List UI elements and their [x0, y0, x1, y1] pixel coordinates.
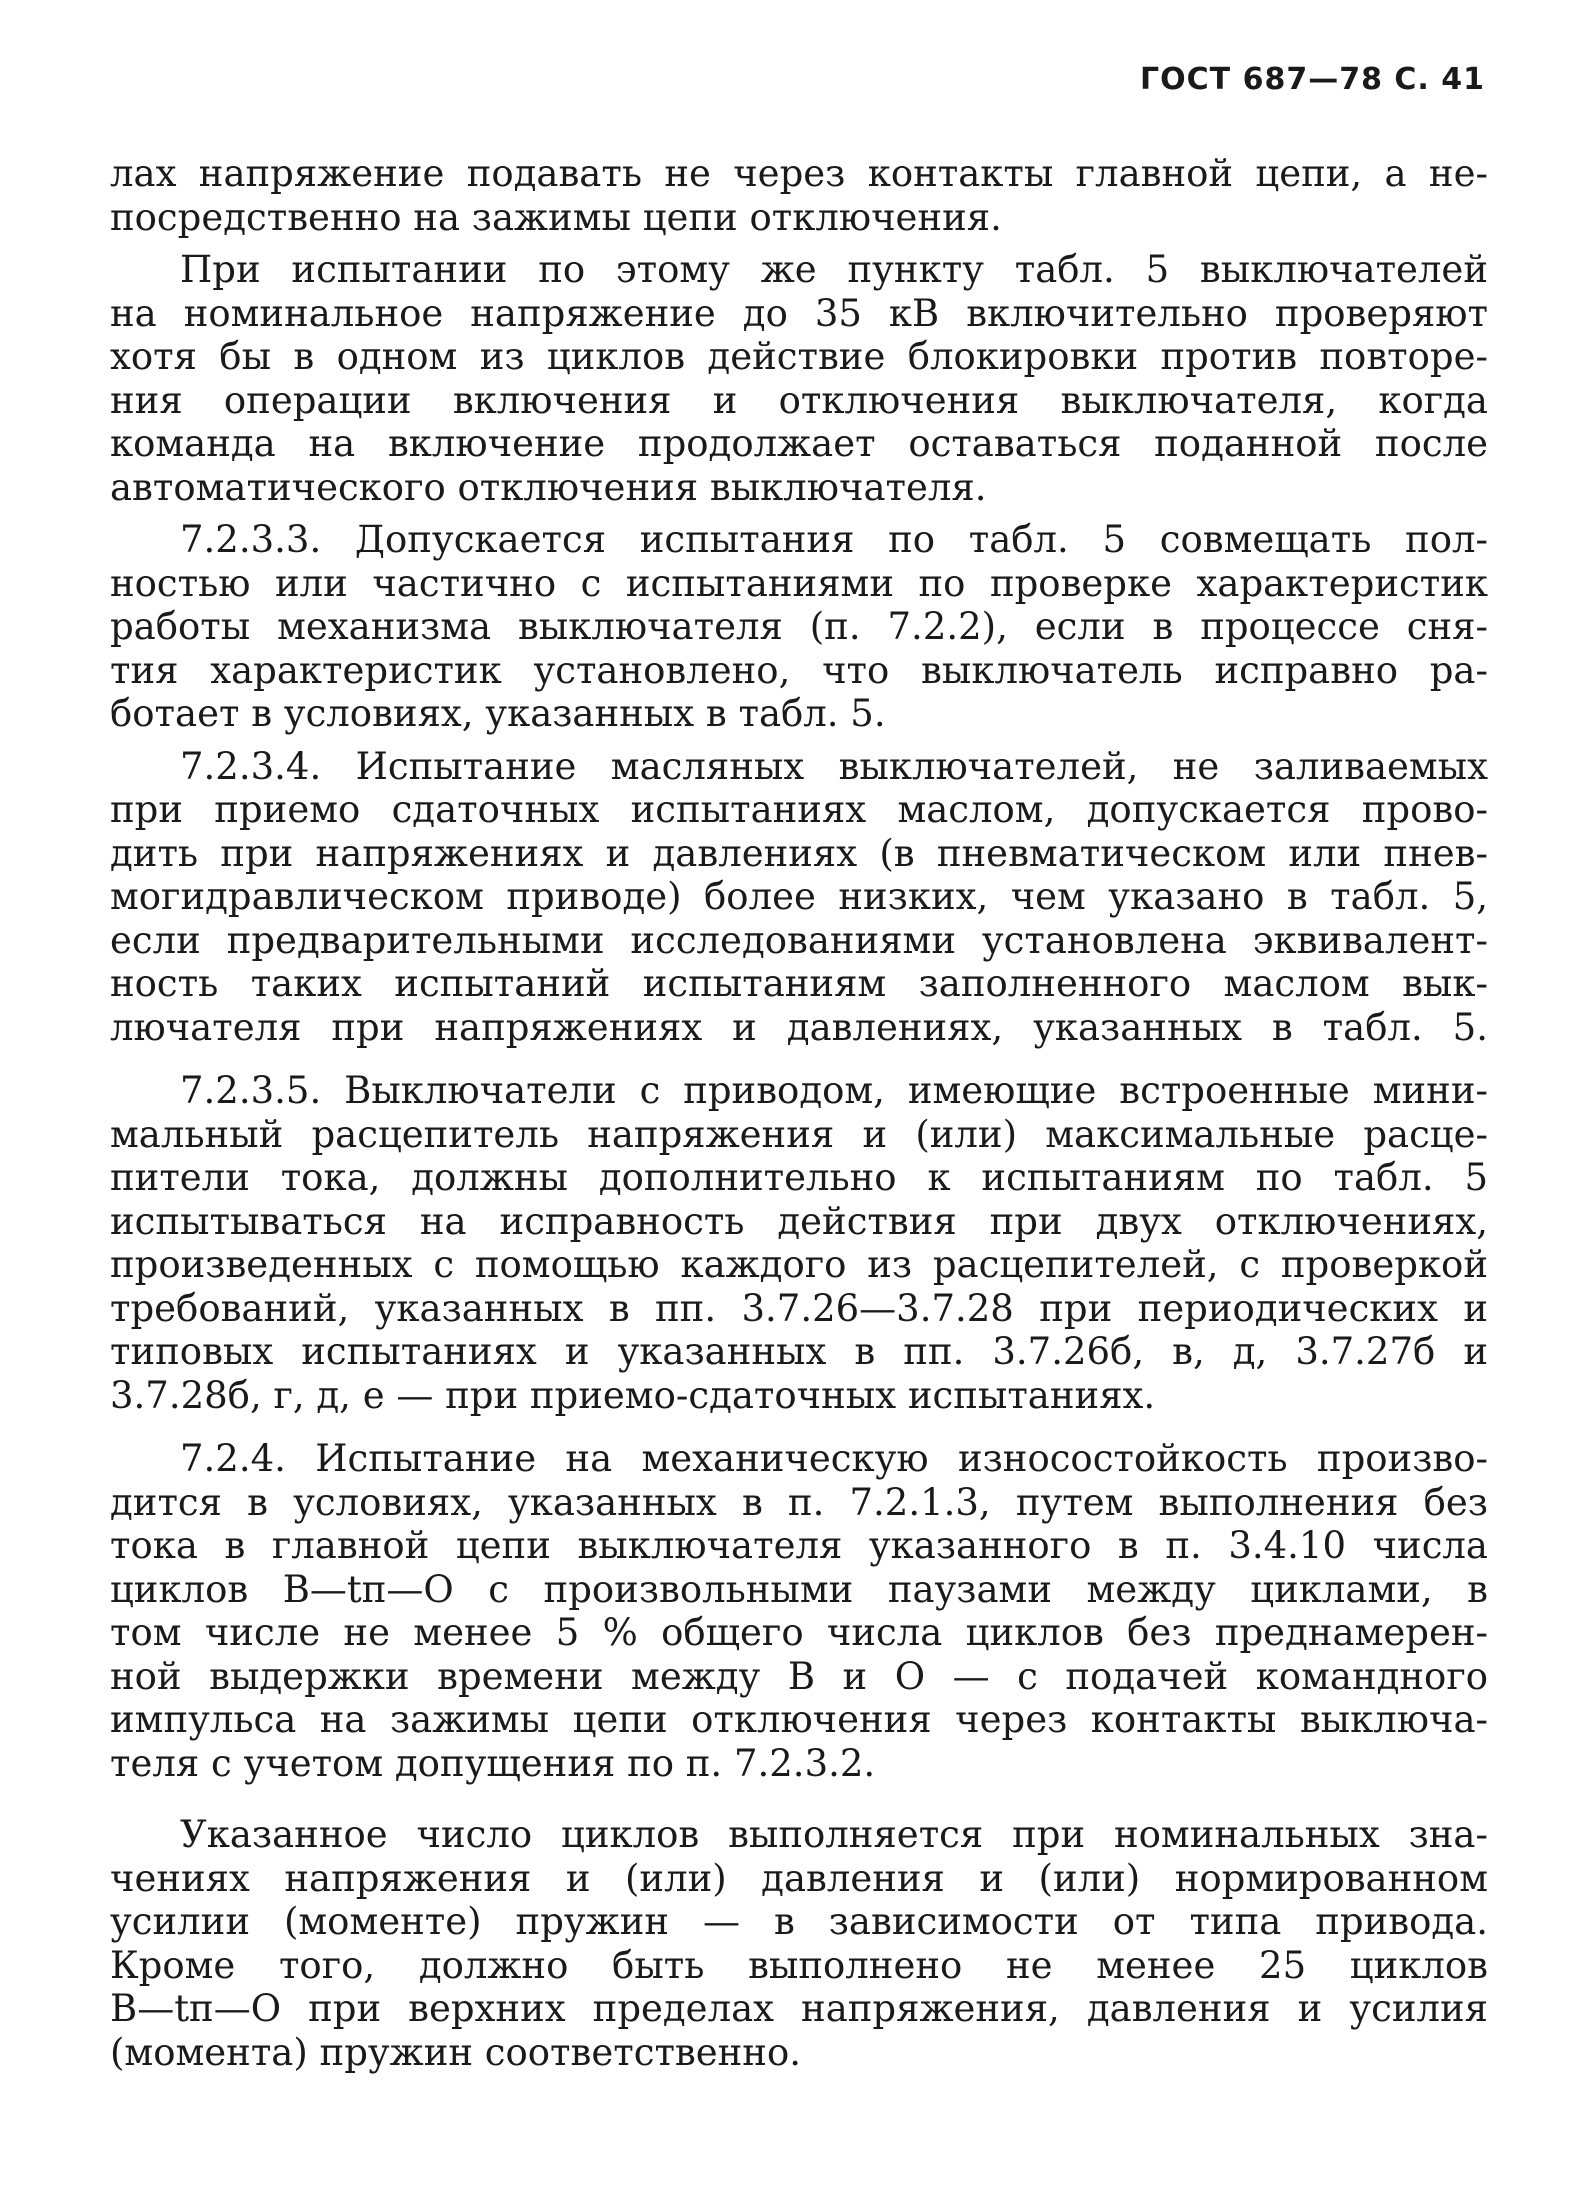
text-line: автоматического отключения выключателя.	[110, 465, 987, 509]
text-line: работы механизма выключателя (п. 7.2.2), если в процессе сня-	[110, 605, 1488, 648]
text-line: Кроме того, должно быть выполнено не менее 25 циклов	[110, 1943, 1488, 1987]
text-line: на номинальное напряжение до 35 кВ включительно проверяют	[110, 291, 1488, 335]
text-line: В—tп—О при верхних пределах напряжения, давления и усилия	[110, 1987, 1488, 2030]
text-line: ностью или частично с испытаниями по проверке характеристик	[110, 561, 1488, 605]
text-line: пители тока, должны дополнительно к испытаниям по табл. 5	[110, 1156, 1488, 1199]
paragraph-cycles	[110, 1813, 1488, 2074]
text-line: ботает в условиях, указанных в табл. 5.	[110, 692, 886, 735]
text-line: том числе не менее 5 % общего числа циклов без преднамерен-	[110, 1611, 1488, 1654]
text-line: хотя бы в одном из циклов действие блокировки против повторе-	[110, 335, 1488, 378]
text-line: импульса на зажимы цепи отключения через контакты выключа-	[110, 1698, 1488, 1741]
text-line: лах напряжение подавать не через контакты главной цепи, а не-	[110, 152, 1488, 195]
text-line: усилии (моменте) пружин — в зависимости от типа привода.	[110, 1900, 1488, 1943]
text-line: посредственно на зажимы цепи отключения.	[110, 195, 1002, 239]
text-line: ность таких испытаний испытаниям заполненного маслом вык-	[110, 962, 1488, 1005]
text-line: ния операции включения и отключения выключателя, когда	[110, 378, 1488, 422]
document-body	[110, 152, 1488, 2074]
text-line: произведенных с помощью каждого из расцепителей, с проверкой	[110, 1243, 1488, 1286]
text-line: дится в условиях, указанных в п. 7.2.1.3, путем выполнения без	[110, 1480, 1488, 1524]
text-line: теля с учетом допущения по п. 7.2.3.2.	[110, 1741, 876, 1785]
text-line: Указанное число циклов выполняется при номинальных зна-	[180, 1813, 1488, 1856]
text-line: циклов В—tп—О с произвольными паузами между циклами, в	[110, 1567, 1488, 1611]
text-line: дить при напряжениях и давлениях (в пневматическом или пнев-	[110, 831, 1488, 875]
paragraph-7-2-4	[110, 1437, 1488, 1785]
text-line: если предварительными исследованиями установлена эквивалент-	[110, 918, 1488, 962]
text-line: требований, указанных в пп. 3.7.26—3.7.28 при периодических и	[110, 1286, 1488, 1330]
paragraph-7-2-3-3	[110, 518, 1488, 736]
text-line: При испытании по этому же пункту табл. 5 выключателей	[180, 248, 1488, 291]
text-line: (момента) пружин соответственно.	[110, 2030, 802, 2074]
paragraph-blocking-test	[110, 248, 1488, 509]
paragraph-7-2-3-5	[110, 1069, 1488, 1417]
text-line: тока в главной цепи выключателя указанного в п. 3.4.10 числа	[110, 1524, 1488, 1567]
text-line: лючателя при напряжениях и давлениях, указанных в табл. 5.	[110, 1005, 1488, 1049]
paragraph-7-2-3-4	[110, 745, 1488, 1050]
text-line: мальный расцепитель напряжения и (или) максимальные расце-	[110, 1112, 1488, 1156]
page-header: ГОСТ 687—78 С. 41	[1140, 62, 1485, 97]
text-line: 7.2.3.4. Испытание масляных выключателей, не заливаемых	[180, 744, 1488, 788]
text-line: 7.2.4. Испытание на механическую износостойкость произво-	[180, 1437, 1488, 1480]
text-line: при приемо сдаточных испытаниях маслом, допускается прово-	[110, 788, 1488, 831]
text-line: тия характеристик установлено, что выключатель исправно ра-	[110, 648, 1488, 692]
text-line: 7.2.3.5. Выключатели с приводом, имеющие встроенные мини-	[180, 1069, 1488, 1112]
text-line: могидравлическом приводе) более низких, чем указано в табл. 5,	[110, 875, 1488, 918]
paragraph-continuation	[110, 152, 1488, 239]
text-line: 7.2.3.3. Допускается испытания по табл. 5 совмещать пол-	[180, 518, 1488, 561]
text-line: ной выдержки времени между В и О — с подачей командного	[110, 1654, 1488, 1698]
text-line: команда на включение продолжает оставаться поданной после	[110, 422, 1488, 465]
text-line: 3.7.28б, г, д, е — при приемо-сдаточных испытаниях.	[110, 1373, 1156, 1417]
text-line: чениях напряжения и (или) давления и (или) нормированном	[110, 1856, 1488, 1900]
text-line: типовых испытаниях и указанных в пп. 3.7.26б, в, д, 3.7.27б и	[110, 1330, 1488, 1373]
text-line: испытываться на исправность действия при двух отключениях,	[110, 1199, 1488, 1243]
